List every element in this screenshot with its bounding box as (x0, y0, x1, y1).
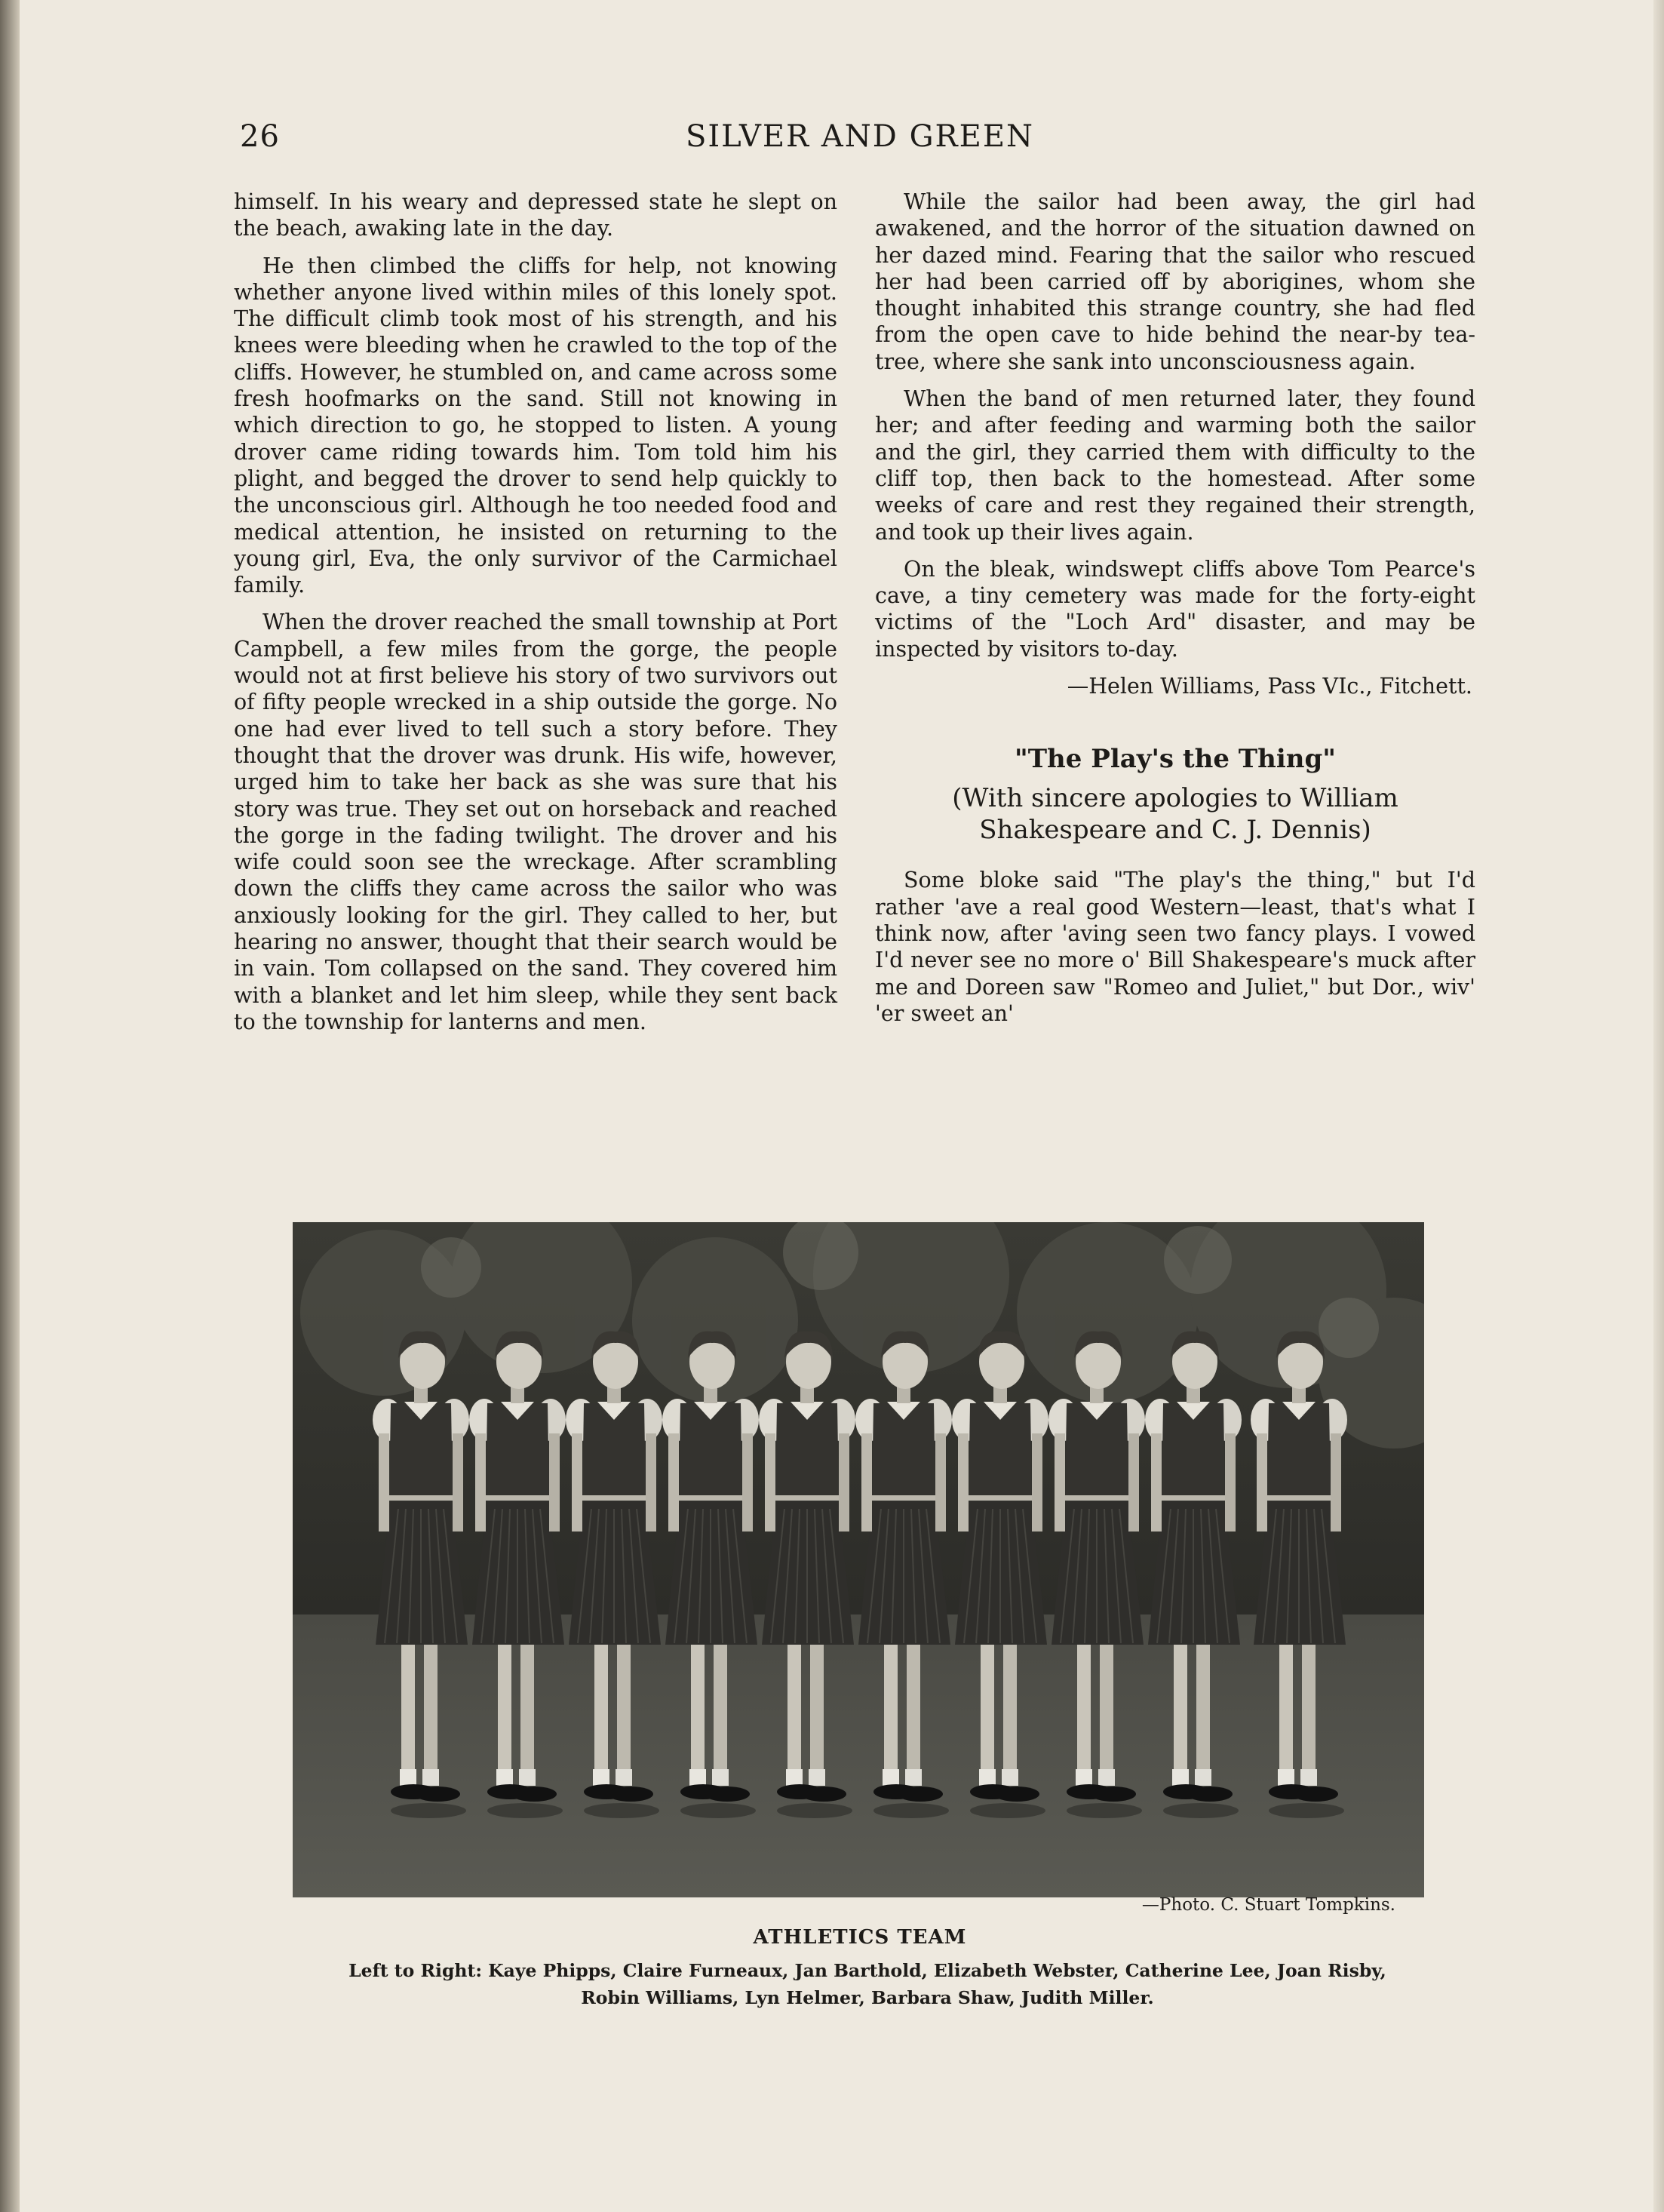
figure-shadow (873, 1803, 949, 1818)
figure-sock (496, 1769, 513, 1786)
book-binding (0, 0, 20, 2212)
paragraph: himself. In his weary and depressed state he slept on the beach, awaking late in the day. (234, 189, 837, 241)
figure-arm (1151, 1433, 1162, 1532)
figure-shoe (415, 1786, 460, 1802)
figure-shadow (777, 1803, 852, 1818)
figure-arm (958, 1433, 969, 1532)
figure-sock (519, 1769, 536, 1786)
paragraph: He then climbed the cliffs for help, not knowing whether anyone lived within miles of this lonely spot. The difficult climb took most of his strength, and his knees were bleeding when he crawled to the top of the cliffs. However, he stumbled on, and came across some fresh hoofmarks on the sand. Still not knowing in which direction to go, he stopped to listen. A young drover came riding towards him. Tom told him his plight, and begged the drover to send help quickly to the unconscious girl. Although he too needed food and medical attention, he insisted on returning to the young girl, Eva, the only survivor of the Carmichael family. (234, 253, 837, 598)
right-column (875, 189, 1475, 1037)
team-photograph (293, 1222, 1424, 1897)
figure-arm (668, 1433, 679, 1532)
figure-arm (572, 1433, 582, 1532)
figure-arm (935, 1433, 946, 1532)
figure-sock (1172, 1769, 1189, 1786)
lawn (293, 1614, 1424, 1897)
figure-shadow (391, 1803, 466, 1818)
figure-arm (839, 1433, 849, 1532)
figure-shadow (1067, 1803, 1142, 1818)
figure-shoe (801, 1786, 846, 1802)
figure-sock (593, 1769, 609, 1786)
left-column (234, 189, 837, 1046)
figure-sock (979, 1769, 996, 1786)
figure-belt (582, 1495, 646, 1501)
figure-arm (1257, 1433, 1267, 1532)
figure-shadow (584, 1803, 659, 1818)
figure-arm (1055, 1433, 1065, 1532)
figure-arm (475, 1433, 486, 1532)
figure-shoe (994, 1786, 1039, 1802)
figure-belt (1162, 1495, 1225, 1501)
author-byline: —Helen Williams, Pass VIc., Fitchett. (1067, 674, 1472, 699)
paragraph: When the band of men returned later, they found her; and after feeding and warming both the sailor and the girl, they carried them with difficulty to the cliff top, then back to the homestead. After some weeks of care and rest they regained their strength, and took up their lives again. (875, 386, 1475, 545)
figure-shoe (511, 1786, 557, 1802)
figure-arm (646, 1433, 656, 1532)
figure-shadow (487, 1803, 563, 1818)
figure-arm (1331, 1433, 1341, 1532)
figure-sock (1076, 1769, 1092, 1786)
paragraph: On the bleak, windswept cliffs above Tom Pearce's cave, a tiny cemetery was made for the forty-eight victims of the "Loch Ard" disaster, and may be inspected by visitors to-day. (875, 556, 1475, 662)
figure-arm (1225, 1433, 1236, 1532)
caption-title: ATHLETICS TEAM (753, 1926, 967, 1949)
figure-sock (1098, 1769, 1115, 1786)
figure-arm (453, 1433, 463, 1532)
figure-belt (872, 1495, 935, 1501)
figure-shadow (1269, 1803, 1344, 1818)
photo-illustration (293, 1222, 1424, 1897)
figure-belt (679, 1495, 742, 1501)
section-title: "The Play's the Thing" (1015, 744, 1336, 775)
figure-shoe (608, 1786, 653, 1802)
figure-shadow (680, 1803, 756, 1818)
figure-arm (1128, 1433, 1139, 1532)
figure-sock (689, 1769, 706, 1786)
figure-arm (1032, 1433, 1042, 1532)
figure-sock (616, 1769, 632, 1786)
figure-shoe (1187, 1786, 1233, 1802)
figure-sock (1002, 1769, 1018, 1786)
figure-arm (765, 1433, 775, 1532)
figure-shoe (705, 1786, 750, 1802)
paragraph: Some bloke said "The play's the thing," but I'd rather 'ave a real good Western—least, that's what I think now, after 'aving seen two fancy plays. I vowed I'd never see no more o' Bill Shakespeare's muck after me and Doreen saw "Romeo and Juliet," but Dor., wiv' 'er sweet an' (875, 868, 1475, 1026)
caption-names-line: Left to Right: Kaye Phipps, Claire Furneaux, Jan Barthold, Elizabeth Webster, Catherine Lee, Joan Risby, (348, 1960, 1386, 1981)
section-subtitle: (With sincere apologies to William Shakespeare and C. J. Dennis) (952, 783, 1398, 846)
paragraph: While the sailor had been away, the girl had awakened, and the horror of the situation dawned on her dazed mind. Fearing that the sailor who rescued her had been carried off by aborigines, whom she thought inhabited this strange country, she had fled from the open cave to hide behind the near-by tea-tree, where she sank into unconsciousness again. (875, 189, 1475, 374)
figure-belt (775, 1495, 839, 1501)
page-edge (1653, 0, 1664, 2212)
figure-sock (400, 1769, 416, 1786)
figure-shadow (1163, 1803, 1239, 1818)
figure-belt (1065, 1495, 1128, 1501)
figure-sock (883, 1769, 899, 1786)
figure-arm (742, 1433, 753, 1532)
page-number: 26 (240, 119, 280, 154)
figure-arm (549, 1433, 560, 1532)
figure-sock (422, 1769, 439, 1786)
figure-belt (1267, 1495, 1331, 1501)
caption-names (287, 1957, 1448, 2011)
caption-names-line: Robin Williams, Lyn Helmer, Barbara Shaw, Judith Miller. (581, 1987, 1154, 2008)
figure-arm (861, 1433, 872, 1532)
figure-shadow (970, 1803, 1045, 1818)
figure-shoe (1293, 1786, 1338, 1802)
figure-belt (969, 1495, 1032, 1501)
figure-sock (1278, 1769, 1294, 1786)
figure-sock (809, 1769, 825, 1786)
figure-sock (1300, 1769, 1317, 1786)
figure-shoe (1091, 1786, 1136, 1802)
figure-belt (389, 1495, 453, 1501)
paragraph: When the drover reached the small township at Port Campbell, a few miles from the gorge, the people would not at first believe his story of two survivors out of fifty people wrecked in a ship outside the gorge. No one had ever lived to tell such a story before. They thought that the drover was drunk. His wife, however, urged him to take her back as she was sure that his story was true. They set out on horseback and reached the gorge in the fading twilight. The drover and his wife could soon see the wreckage. After scrambling down the cliffs they came across the sailor who was anxiously looking for the girl. They called to her, but hearing no answer, thought that their search would be in vain. Tom collapsed on the sand. They covered him with a blanket and let him sleep, while they sent back to the township for lanterns and men. (234, 610, 837, 1034)
figure-arm (379, 1433, 389, 1532)
figure-shoe (898, 1786, 943, 1802)
figure-sock (1195, 1769, 1211, 1786)
figure-belt (486, 1495, 549, 1501)
figure-sock (712, 1769, 729, 1786)
figure-sock (786, 1769, 803, 1786)
photo-credit: —Photo. C. Stuart Tompkins. (1141, 1895, 1395, 1915)
figure-sock (905, 1769, 922, 1786)
running-head: SILVER AND GREEN (685, 119, 1035, 154)
